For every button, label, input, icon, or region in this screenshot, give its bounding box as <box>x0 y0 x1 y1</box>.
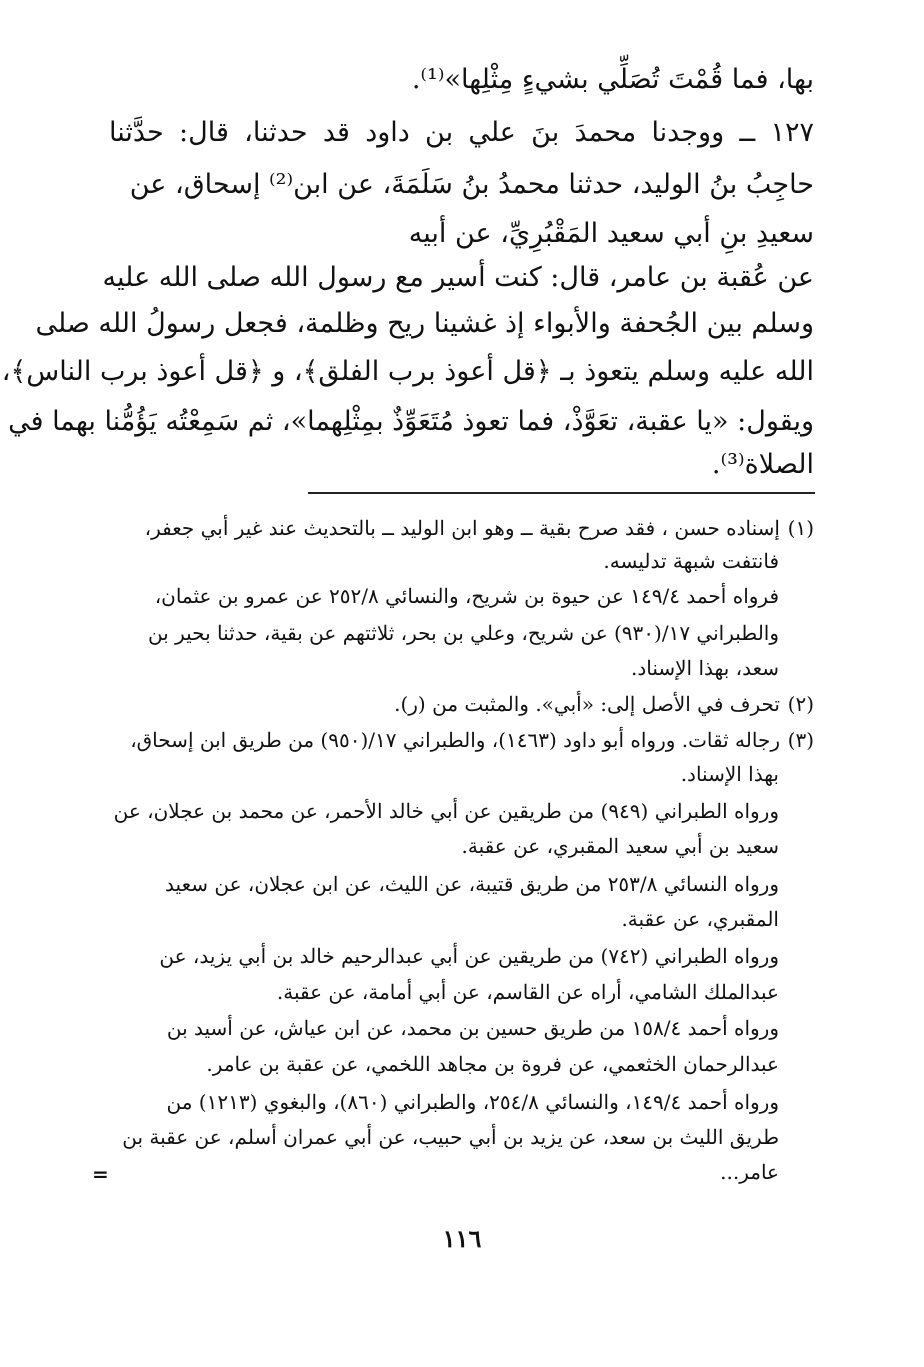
footnote-3-line-1 <box>109 724 814 756</box>
footnote-2-text: تحرف في الأصل إلى: «أبي». والمثبت من (ر). <box>394 692 780 716</box>
footnote-1-line-3: فرواه أحمد ١٤٩/٤ عن حيوة بن شريح، والنسائي ٢٥٢/٨ عن عمرو بن عثمان، <box>154 584 779 608</box>
continuation-mark: = <box>92 1162 109 1186</box>
main-text-line-6: وسلم بين الجُحفة والأبواء إذ غشينا ريح وظلمة، فجعل رسولُ الله صلى <box>35 308 814 339</box>
footnote-3-line-9: ورواه أحمد ١٥٨/٤ من طريق حسين بن محمد، عن ابن عياش، عن أسيد بن <box>166 1016 779 1040</box>
footnote-3-number: (٣) <box>787 728 814 752</box>
footnote-1-line-2: فانتفت شبهة تدليسه. <box>603 549 779 573</box>
footnote-2-number: (٢) <box>787 692 814 716</box>
footnote-3-line-7: ورواه الطبراني (٧٤٢) من طريقين عن أبي عبدالرحيم خالد بن أبي يزيد، عن <box>159 944 779 968</box>
footnote-1-text: إسناده حسن ، فقد صرح بقية ــ وهو ابن الوليد ــ بالتحديث عند غير أبي جعفر، <box>144 516 780 540</box>
main-text-line-5: عن عُقبة بن عامر، قال: كنت أسير مع رسول الله صلى الله عليه <box>102 262 814 293</box>
footnote-3-line-12: طريق الليث بن سعد، عن يزيد بن أبي حبيب، عن أبي عمران أسلم، عن عقبة بن <box>122 1125 779 1149</box>
footnote-1-line-1 <box>109 512 814 544</box>
main-text-line-3: حاجِبُ بنُ الوليد، حدثنا محمدُ بنُ سَلَمَةَ، عن ابن⁽²⁾ إسحاق، عن <box>129 169 814 200</box>
footnote-3-line-5: ورواه النسائي ٢٥٣/٨ من طريق قتيبة، عن الليث، عن ابن عجلان، عن سعيد <box>165 872 779 896</box>
main-text-line-8: ويقول: «يا عقبة، تعَوَّذْ، فما تعوذ مُتَعَوِّذٌ بمِثْلِهما»، ثم سَمِعْتُه يَؤُمُّنا بهما في <box>8 406 814 437</box>
footnote-3-line-6: المقبري، عن عقبة. <box>621 907 779 931</box>
main-text-line-1: بها، فما قُمْتَ تُصَلِّي بشيءٍ مِثْلِها»⁽¹⁾. <box>411 64 814 95</box>
footnote-separator <box>308 492 815 494</box>
main-text-line-9: الصلاة⁽³⁾. <box>711 449 814 480</box>
footnote-3-line-11: ورواه أحمد ١٤٩/٤، والنسائي ٢٥٤/٨، والطبراني (٨٦٠)، والبغوي (١٢١٣) من <box>166 1090 779 1114</box>
footnote-3-line-13: عامر... <box>720 1160 779 1184</box>
footnote-2-line-1 <box>109 688 814 720</box>
footnote-3-line-2: بهذا الإسناد. <box>680 762 779 786</box>
footnote-3-line-4: سعيد بن أبي سعيد المقبري، عن عقبة. <box>461 834 779 858</box>
page-number: ١١٦ <box>442 1224 482 1253</box>
footnote-3-line-3: ورواه الطبراني (٩٤٩) من طريقين عن أبي خالد الأحمر، عن محمد بن عجلان، عن <box>113 799 779 823</box>
main-text-line-4: سعيدِ بنِ أبي سعيد المَقْبُرِيِّ، عن أبيه <box>408 218 814 249</box>
footnote-3-text: رجاله ثقات. ورواه أبو داود (١٤٦٣)، والطبراني ١٧/(٩٥٠) من طريق ابن إسحاق، <box>130 728 780 752</box>
footnote-1-number: (١) <box>787 516 814 540</box>
footnote-1-line-4: والطبراني ١٧/(٩٣٠) عن شريح، وعلي بن بحر، ثلاثتهم عن بقية، حدثنا بحير بن <box>147 621 779 645</box>
footnote-3-line-8: عبدالملك الشامي، أراه عن القاسم، عن أبي أمامة، عن عقبة. <box>276 980 779 1004</box>
main-text-line-7: الله عليه وسلم يتعوذ بـ ﴿قل أعوذ برب الفلق﴾، و ﴿قل أعوذ برب الناس﴾، <box>1 356 814 387</box>
footnote-3-line-10: عبدالرحمان الخثعمي، عن فروة بن مجاهد اللخمي، عن عقبة بن عامر. <box>206 1052 779 1076</box>
main-text-line-2: ١٢٧ ــ ووجدنا محمدَ بنَ علي بن داود قد حدثنا، قال: حدَّثنا <box>109 117 814 148</box>
footnote-1-line-5: سعد، بهذا الإسناد. <box>630 656 779 680</box>
